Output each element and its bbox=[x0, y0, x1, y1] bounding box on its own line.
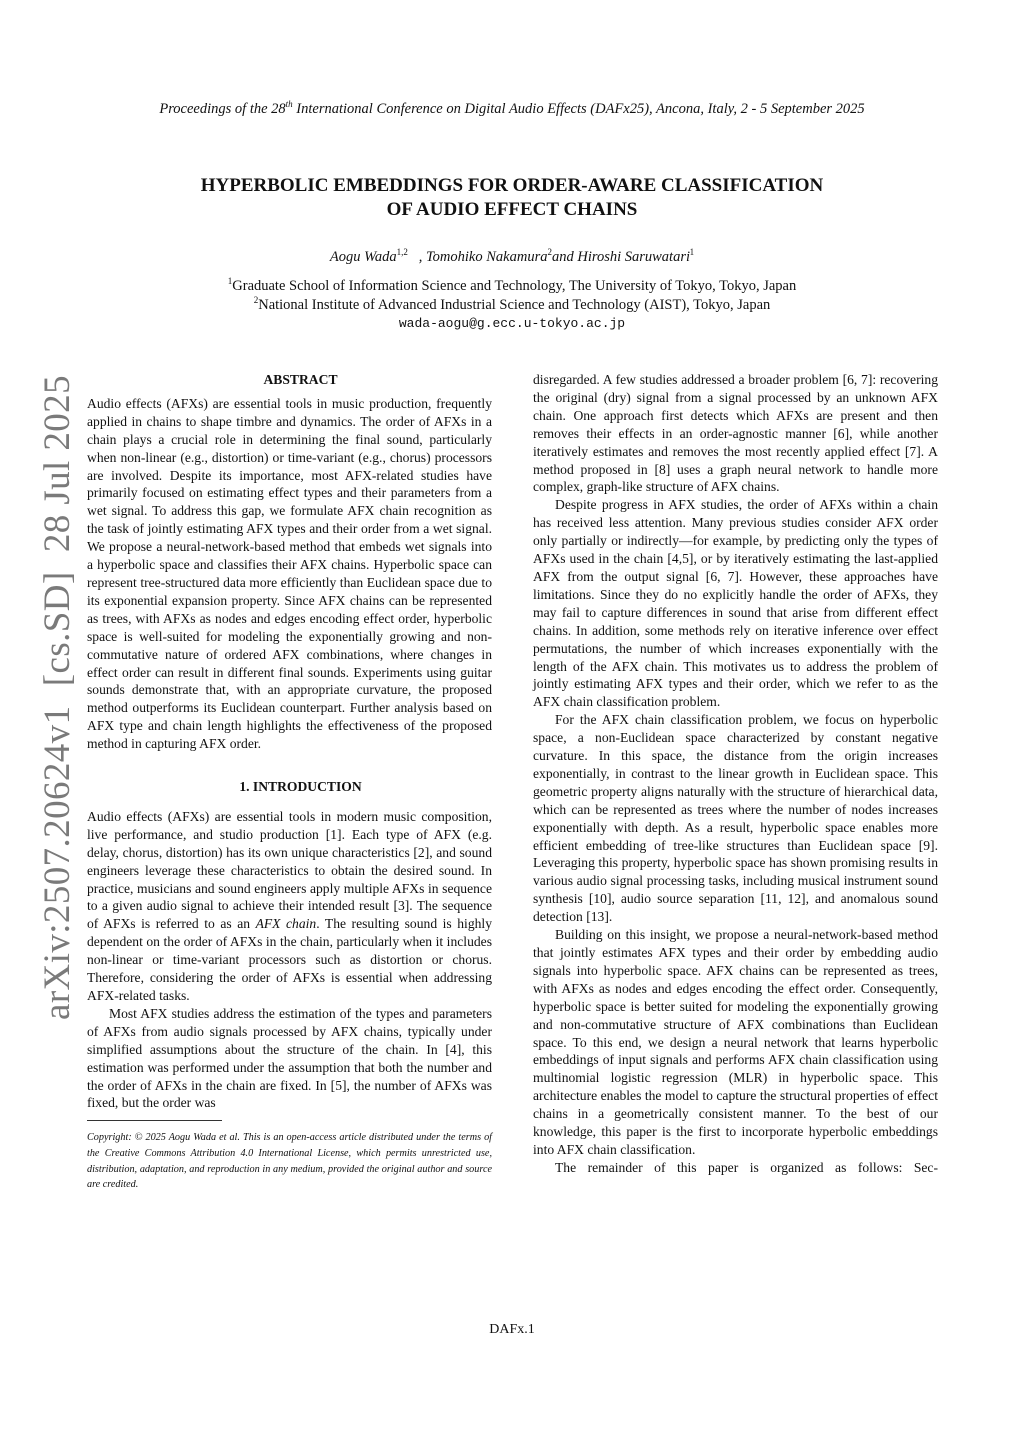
page-number: DAFx.1 bbox=[489, 1322, 535, 1337]
right-paragraph-3: For the AFX chain classification problem, we focus on hyperbolic space, a non-Euclidean space characterized by constant negative curvature. In this space, the distance from the origin increases exponentially, in contrast to the linear growth in Euclidean space. This geometric property aligns naturally with the structure of hierarchical data, which can be represented as trees where the number of nodes increases exponentially with depth. As a result, hyperbolic space enables more efficient embedding of tree-like structures than Euclidean space [9]. Leveraging this property, hyperbolic space has shown promising results in various audio signal processing tasks, including musical instrument sound synthesis [10], audio source separation [11, 12], and anomalous sound detection [13]. bbox=[533, 712, 938, 925]
title-line-2: OF AUDIO EFFECT CHAINS bbox=[386, 199, 638, 220]
arxiv-identifier: arXiv:2507.20624v1 [cs.SD] 28 Jul 2025 bbox=[37, 375, 78, 1020]
right-paragraph-5: The remainder of this paper is organized as follows: Sec- bbox=[555, 1159, 938, 1175]
right-column bbox=[533, 371, 938, 1177]
footnote-divider bbox=[87, 1120, 222, 1121]
paper-title bbox=[120, 174, 904, 222]
affiliation-2: $^2$National Institute of Advanced Industrial Science and Technology (AIST), Tokyo, Japan bbox=[253, 295, 771, 313]
right-paragraph-4: Building on this insight, we propose a neural-network-based method that jointly estimates AFX types and their order by embedding audio signals into hyperbolic space. AFX chains can be represented as trees, with AFXs as nodes and edges encoding the effect order. Consequently, hyperbolic space is better suited for modeling the exponentially growing and non-commutative structure of AFX combinations than Euclidean space. To this end, we design a neural network that learns hyperbolic embeddings of input signals and performs AFX chain classification using multinomial logistic regression (MLR) in hyperbolic space. This architecture enables the model to capture the structural properties of effect chains in a geometrically consistent manner. To the best of our knowledge, this paper is the first to incorporate hyperbolic embeddings into AFX chain classification. bbox=[533, 927, 938, 1157]
affiliation-1: $^1$Graduate School of Information Science and Technology, The University of Tokyo, Tokyo, Japan bbox=[227, 276, 797, 294]
intro-paragraph-1: Audio effects (AFXs) are essential tools in modern music composition, live performance, and studio production [1]. Each type of AFX (e.g. delay, chorus, distortion) has its own unique characteristics [2], and sound engineers leverage these characteristics to obtain the desired sound. In practice, musicians and sound engineers apply multiple AFXs in sequence to a given audio signal to achieve their intended result [3]. The sequence of AFXs is referred to as an AFX chain. The resulting sound is highly dependent on the order of AFXs in the chain, particularly when it includes non-linear or time-variant processors such as distortion or chorus. Therefore, considering the order of AFXs is essential when addressing AFX-related tasks. bbox=[87, 808, 492, 1003]
copyright-footnote: Copyright: © 2025 Aogu Wada et al. This is an open-access article distributed under the terms of the Creative Commons Attribution 4.0 International License, which permits unrestricted use, distribution, adaptation, and reproduction in any medium, provided the original author and source are credited. bbox=[87, 1132, 492, 1191]
intro-paragraph-2: Most AFX studies address the estimation of the types and parameters of AFXs from audio signals processed by AFX chains, typically under simplified assumptions about the structure of the chain. In [4], this estimation was performed under the assumption that both the number and the order of AFXs in the chain are fixed. In [5], the number of AFXs was fixed, but the order was bbox=[87, 1005, 492, 1111]
left-column bbox=[87, 371, 492, 1193]
author-list: Aogu Wada$^{1,2}$ , Tomohiko Nakamura$^2$and Hiroshi Saruwatari $^1$ bbox=[329, 247, 695, 265]
title-line-1: HYPERBOLIC EMBEDDINGS FOR ORDER-AWARE CLASSIFICATION bbox=[200, 175, 824, 196]
conference-header: Proceedings of the 28th International Conference on Digital Audio Effects (DAFx25), Ancona, Italy, 2 - 5 September 2025 bbox=[159, 99, 865, 117]
abstract-text: Audio effects (AFXs) are essential tools in music production, frequently applied in chains to shape timbre and dynamics. The order of AFXs in a chain plays a crucial role in determining the final sound, particularly when non-linear (e.g., distortion) or time-variant (e.g., chorus) processors are involved. Despite its importance, most AFX-related studies have primarily focused on estimating effect types and their parameters from a wet signal. To address this gap, we formulate AFX chain recognition as the task of jointly estimating AFX types and their order from a wet signal. We propose a neural-network-based method that embeds wet signals into a hyperbolic space and classifies their AFX chains. Hyperbolic space can represent tree-structured data more efficiently than Euclidean space due to its exponential expansion property. Since AFX chains can be represented as trees, with AFXs as nodes and edges encoding effect order, hyperbolic space is well-suited for modeling the exponentially growing and non-commutative nature of ordered AFX combinations, where changes in effect order can result in different final sounds. Experiments using guitar sounds demonstrate that, with an appropriate curvature, the proposed method outperforms its Euclidean counterpart. Further analysis based on AFX type and chain length highlights the effectiveness of the proposed method in capturing AFX order. bbox=[87, 395, 492, 752]
right-paragraph-2: Despite progress in AFX studies, the order of AFXs within a chain has received less attention. Many previous studies consider AFX order only partially or indirectly—for example, by predicting only the types of AFXs used in the chain [4,5], or by iteratively estimating the last-applied AFX from the output signal [6, 7]. However, these approaches have limitations. Since they do no explicitly handle the order of AFXs, they may fail to capture differences in sound that arise from different effect chains. In addition, some methods rely on iterative inference over effect permutations, the number of which increases exponentially with the length of the AFX chain. This motivates us to address the problem of jointly estimating AFX types and their order, which we refer to as the AFX chain classification problem. bbox=[533, 497, 938, 710]
abstract-heading: ABSTRACT bbox=[263, 372, 338, 387]
right-paragraph-1: disregarded. A few studies addressed a broader problem [6, 7]: recovering the original (dry) signal from a signal processed by an unknown AFX chain. One approach first detects which AFXs are present and then removes their effects in an order-agnostic manner [6], while another iteratively estimates and removes the most recently applied effect [7]. A method proposed in [8] uses a graph neural network to handle more complex, graph-like structure of AFX chains. bbox=[533, 372, 938, 495]
introduction-heading: 1. INTRODUCTION bbox=[239, 779, 362, 795]
author-email: wada-aogu@g.ecc.u-tokyo.ac.jp bbox=[398, 316, 626, 331]
